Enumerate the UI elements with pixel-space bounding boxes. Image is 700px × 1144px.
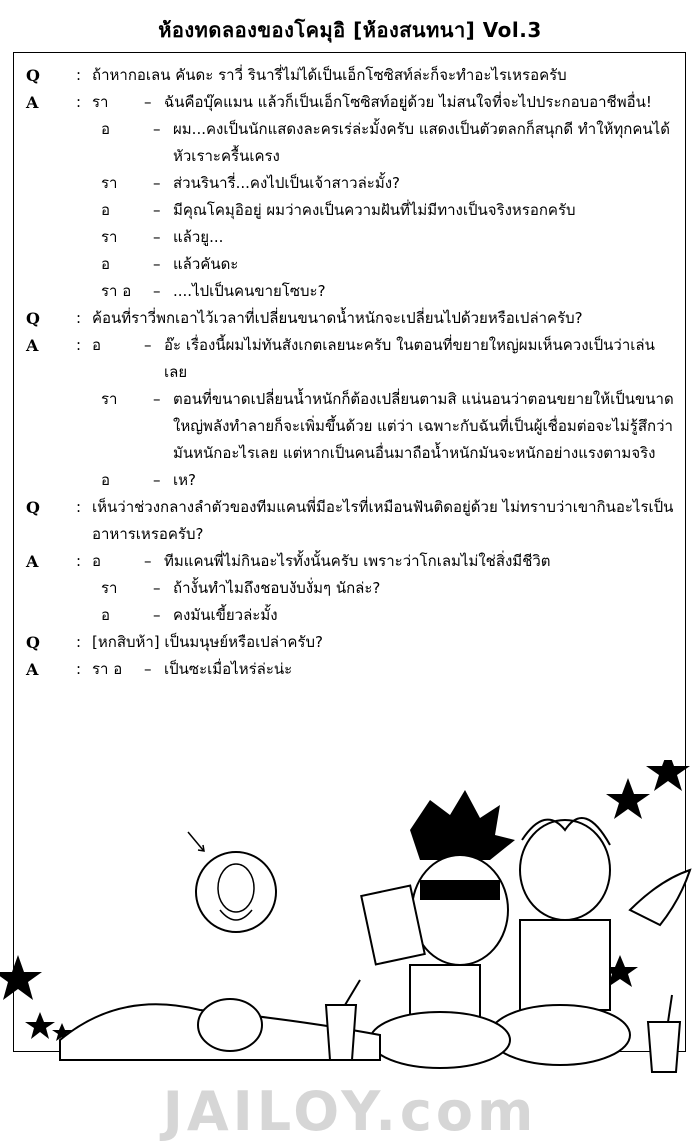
dialogue-line: รา – ถ้างั้นทำไมถึงชอบงับงั่มๆ นักล่ะ? [26, 575, 676, 602]
line-text: อ๊ะ เรื่องนี้ผมไม่ทันสังเกตเลยนะครับ ในตอนที่ขยายใหญ่ผมเห็นควงเป็นว่าเล่นเลย [164, 336, 655, 381]
dialogue-line: อ – คงมันเขี้ยวล่ะมั้ง [26, 602, 676, 629]
speaker: รา [101, 579, 118, 597]
speaker: รา [92, 93, 109, 111]
answer: A : รา อ – เป็นซะเมื่อไหร่ล่ะน่ะ [26, 656, 676, 683]
speaker: อ [101, 255, 111, 273]
page-title: ห้องทดลองของโคมุอิ [ห้องสนทนา] Vol.3 [158, 18, 542, 42]
watermark: JAILOY.com [162, 1080, 538, 1143]
question: Q : ค้อนที่ราวี่พกเอาไว้เวลาที่เปลี่ยนขนาดน้ำหนักจะเปลี่ยนไปด้วยหรือเปล่าครับ? [26, 305, 676, 332]
star-icon [0, 955, 42, 1000]
dialogue-line: อ – อ๊ะ เรื่องนี้ผมไม่ทันสังเกตเลยนะครับ ในตอนที่ขยายใหญ่ผมเห็นควงเป็นว่าเล่นเลย [92, 332, 676, 386]
dialogue-line: รา – ตอนที่ขนาดเปลี่ยนน้ำหนักก็ต้องเปลี่ยนตามสิ แน่นอนว่าตอนขยายให้เป็นขนาดใหญ่พลังทำลายก็จะเพิ่มขึ้นด้วย แต่ว่า เฉพาะกับฉันที่เป็นผู้เชื่อมต่อจะไม่รู้สึกว่ามันหนักอะไรเลย แต่หากเป็นคนอื่นมาถือน้ำหนักมันจะหนักอย่างแรงตามจริง [26, 386, 676, 467]
a-marker: A [26, 93, 39, 112]
a-marker: A [26, 660, 39, 679]
line-text: แล้วคันดะ [173, 255, 239, 273]
question: Q : เห็นว่าช่วงกลางลำตัวของทีมแคนพี่มีอะไรที่เหมือนฟันติดอยู่ด้วย ไม่ทราบว่าเขากินอะไรเป็นอาหารเหรอครับ? [26, 494, 676, 548]
speaker: รา [101, 174, 118, 192]
dialogue-line: อ – แล้วคันดะ [26, 251, 676, 278]
line-text: ฉันคือบุ๊คแมน แล้วก็เป็นเอ็กโซซิสท์อยู่ด้วย ไม่สนใจที่จะไปประกอบอาชีพอื่น! [164, 93, 652, 111]
chibi-illustration [0, 760, 700, 1090]
answer: A : รา – ฉันคือบุ๊คแมน แล้วก็เป็นเอ็กโซซิสท์อยู่ด้วย ไม่สนใจที่จะไปประกอบอาชีพอื่น! [26, 89, 676, 116]
q-marker: Q [26, 309, 40, 328]
speaker: อ [92, 336, 102, 354]
a-marker: A [26, 552, 39, 571]
line-text: ทีมแคนพี่ไม่กินอะไรทั้งนั้นครับ เพราะว่าโกเลมไม่ใช่สิ่งมีชีวิต [164, 552, 551, 570]
dialogue-line: อ – ทีมแคนพี่ไม่กินอะไรทั้งนั้นครับ เพราะว่าโกเลมไม่ใช่สิ่งมีชีวิต [92, 548, 676, 575]
line-text: ตอนที่ขนาดเปลี่ยนน้ำหนักก็ต้องเปลี่ยนตามสิ แน่นอนว่าตอนขยายให้เป็นขนาดใหญ่พลังทำลายก็จะเพิ่มขึ้นด้วย แต่ว่า เฉพาะกับฉันที่เป็นผู้เชื่อมต่อจะไม่รู้สึกว่ามันหนักอะไรเลย แต่หากเป็นคนอื่นมาถือน้ำหนักมันจะหนักอย่างแรงตามจริง [173, 390, 674, 462]
question-text: ถ้าหากอเลน คันดะ ราวี่ รินารี่ไม่ได้เป็นเอ็กโซซิสท์ล่ะก็จะทำอะไรเหรอครับ [92, 66, 567, 84]
star-icon [25, 1012, 55, 1039]
line-text: แล้วยู... [173, 228, 224, 246]
star-icon [646, 760, 690, 791]
speaker: รา [101, 228, 118, 246]
q-marker: Q [26, 633, 40, 652]
speaker: รา อ [92, 660, 123, 678]
speaker: อ [101, 606, 111, 624]
q-marker: Q [26, 498, 40, 517]
line-text: ถ้างั้นทำไมถึงชอบงับงั่มๆ นักล่ะ? [173, 579, 381, 597]
question: Q : ถ้าหากอเลน คันดะ ราวี่ รินารี่ไม่ได้เป็นเอ็กโซซิสท์ล่ะก็จะทำอะไรเหรอครับ [26, 62, 676, 89]
speaker: รา [101, 390, 118, 408]
a-marker: A [26, 336, 39, 355]
question-text: [หกสิบห้า] เป็นมนุษย์หรือเปล่าครับ? [92, 633, 323, 651]
question-text: ค้อนที่ราวี่พกเอาไว้เวลาที่เปลี่ยนขนาดน้ำหนักจะเปลี่ยนไปด้วยหรือเปล่าครับ? [92, 309, 583, 327]
line-text: มีคุณโคมุอิอยู่ ผมว่าคงเป็นความฝันที่ไม่มีทางเป็นจริงหรอกครับ [173, 201, 576, 219]
line-text: ผม...คงเป็นนักแสดงละครเร่ล่ะมั้งครับ แสดงเป็นตัวตลกก็สนุกดี ทำให้ทุกคนได้หัวเราะครื้นเครง [173, 120, 670, 165]
line-text: ....ไปเป็นคนขายโซบะ? [173, 282, 326, 300]
speaker: อ [101, 201, 111, 219]
line-text: คงมันเขี้ยวล่ะมั้ง [173, 606, 278, 624]
dialogue-line: รา – ส่วนรินารี่...คงไปเป็นเจ้าสาวล่ะมั้ง? [26, 170, 676, 197]
line-text: เป็นซะเมื่อไหร่ล่ะน่ะ [164, 660, 293, 678]
line-text: ส่วนรินารี่...คงไปเป็นเจ้าสาวล่ะมั้ง? [173, 174, 401, 192]
speaker: อ [101, 471, 111, 489]
line-text: เห? [173, 471, 196, 489]
dialogue-line: รา อ – ....ไปเป็นคนขายโซบะ? [26, 278, 676, 305]
dialogue-line: รา อ – เป็นซะเมื่อไหร่ล่ะน่ะ [92, 656, 676, 683]
speaker: อ [101, 120, 111, 138]
answer: A : อ – ทีมแคนพี่ไม่กินอะไรทั้งนั้นครับ เพราะว่าโกเลมไม่ใช่สิ่งมีชีวิต [26, 548, 676, 575]
question: Q : [หกสิบห้า] เป็นมนุษย์หรือเปล่าครับ? [26, 629, 676, 656]
question-text: เห็นว่าช่วงกลางลำตัวของทีมแคนพี่มีอะไรที่เหมือนฟันติดอยู่ด้วย ไม่ทราบว่าเขากินอะไรเป็นอาหารเหรอครับ? [92, 498, 674, 543]
dialogue-line: รา – แล้วยู... [26, 224, 676, 251]
answer: A : อ – อ๊ะ เรื่องนี้ผมไม่ทันสังเกตเลยนะครับ ในตอนที่ขยายใหญ่ผมเห็นควงเป็นว่าเล่นเลย [26, 332, 676, 386]
dialogue-line: อ – ผม...คงเป็นนักแสดงละครเร่ล่ะมั้งครับ แสดงเป็นตัวตลกก็สนุกดี ทำให้ทุกคนได้หัวเราะครื้นเครง [26, 116, 676, 170]
dialogue-line: อ – เห? [26, 467, 676, 494]
speaker: อ [92, 552, 102, 570]
speaker: รา อ [101, 282, 132, 300]
star-icon [606, 778, 650, 819]
qa-list [26, 62, 676, 683]
q-marker: Q [26, 66, 40, 85]
dialogue-line: อ – มีคุณโคมุอิอยู่ ผมว่าคงเป็นความฝันที่ไม่มีทางเป็นจริงหรอกครับ [26, 197, 676, 224]
dialogue-line: รา – ฉันคือบุ๊คแมน แล้วก็เป็นเอ็กโซซิสท์อยู่ด้วย ไม่สนใจที่จะไปประกอบอาชีพอื่น! [92, 89, 676, 116]
